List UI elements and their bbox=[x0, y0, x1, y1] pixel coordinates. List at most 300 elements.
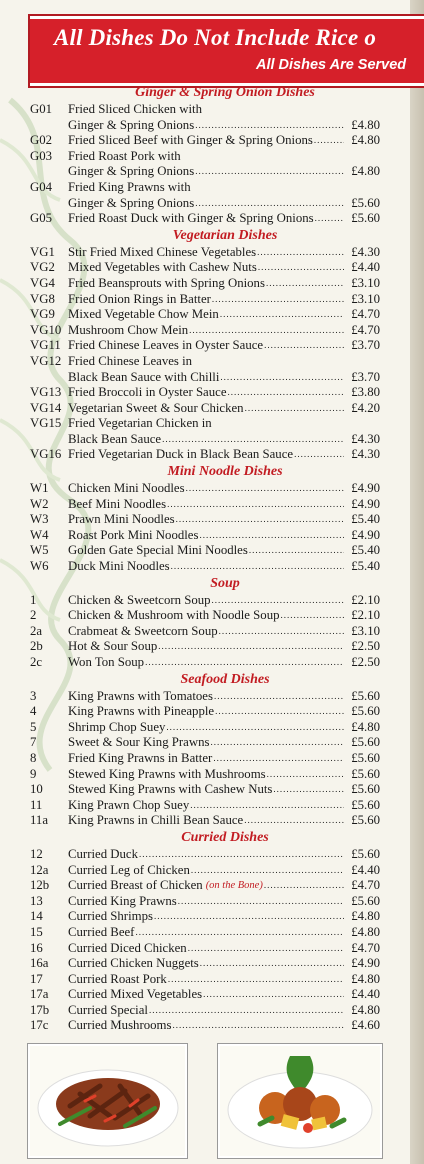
item-price: £2.50 bbox=[351, 655, 380, 669]
menu-item-row bbox=[30, 164, 380, 180]
item-code: VG9 bbox=[30, 307, 55, 322]
item-name: Duck Mini Noodles bbox=[68, 559, 170, 574]
item-price bbox=[344, 149, 380, 165]
dot-leader bbox=[280, 608, 345, 624]
dot-leader bbox=[194, 164, 344, 180]
header-banner bbox=[30, 16, 424, 86]
item-name: Curried Breast of Chicken bbox=[68, 878, 203, 893]
item-note: (on the Bone) bbox=[205, 880, 263, 892]
item-code: G04 bbox=[30, 179, 53, 194]
item-description bbox=[68, 593, 344, 609]
menu-item-row bbox=[30, 245, 380, 261]
item-code: 8 bbox=[30, 750, 37, 765]
item-code: VG8 bbox=[30, 291, 55, 306]
item-description bbox=[68, 497, 344, 513]
menu-item-row bbox=[30, 735, 380, 751]
item-price: £5.40 bbox=[351, 543, 380, 558]
item-name: Crabmeat & Sweetcorn Soup bbox=[68, 623, 218, 638]
item-name: Sweet & Sour King Prawns bbox=[68, 735, 210, 750]
item-description bbox=[68, 956, 344, 972]
item-name: Ginger & Spring Onions bbox=[68, 117, 195, 132]
menu-item-row bbox=[30, 798, 380, 814]
dot-leader bbox=[171, 1018, 344, 1034]
item-description bbox=[68, 559, 344, 575]
menu-item-row bbox=[30, 847, 380, 863]
item-name: Golden Gate Special Mini Noodles bbox=[68, 543, 248, 558]
dot-leader bbox=[218, 624, 344, 640]
item-price: £5.40 bbox=[351, 559, 380, 574]
item-name: Shrimp Chop Suey bbox=[68, 719, 166, 734]
item-description bbox=[68, 1003, 344, 1019]
item-price: £3.70 bbox=[351, 338, 380, 353]
item-code: 12 bbox=[30, 846, 43, 861]
menu-item-row bbox=[30, 878, 380, 894]
dot-leader bbox=[202, 987, 344, 1003]
item-description bbox=[68, 512, 344, 528]
item-name: Fried King Prawns with bbox=[68, 179, 191, 194]
item-code: 17b bbox=[30, 1002, 50, 1017]
menu-item-row bbox=[30, 655, 380, 671]
item-price: £4.90 bbox=[351, 956, 380, 971]
item-price: £4.70 bbox=[351, 322, 380, 337]
dot-leader bbox=[313, 133, 344, 149]
menu-item-row bbox=[30, 1018, 380, 1034]
item-price: £4.20 bbox=[351, 400, 380, 415]
item-name: Fried Sliced Chicken with bbox=[68, 102, 202, 116]
item-price: £5.60 bbox=[351, 813, 380, 828]
dot-leader bbox=[167, 972, 344, 988]
item-name: Curried Roast Pork bbox=[68, 971, 167, 986]
dot-leader bbox=[194, 196, 344, 212]
item-price: £5.60 bbox=[351, 688, 380, 703]
dot-leader bbox=[244, 401, 344, 417]
item-code: G03 bbox=[30, 148, 53, 163]
sweet-and-sour-dish-icon bbox=[220, 1046, 380, 1156]
item-description bbox=[68, 751, 344, 767]
item-name: Mixed Vegetables with Cashew Nuts bbox=[68, 260, 257, 275]
item-price: £4.80 bbox=[351, 117, 380, 132]
item-code: W4 bbox=[30, 527, 49, 542]
dot-leader bbox=[213, 689, 344, 705]
dot-leader bbox=[177, 894, 344, 910]
menu-item-row bbox=[30, 1003, 380, 1019]
item-description bbox=[68, 432, 344, 448]
item-description bbox=[68, 972, 344, 988]
menu-item-row bbox=[30, 447, 380, 463]
item-name: Black Bean Sauce with Chilli bbox=[68, 369, 220, 384]
item-name: Won Ton Soup bbox=[68, 655, 145, 669]
menu-item-row bbox=[30, 481, 380, 497]
item-name: Stewed King Prawns with Mushrooms bbox=[68, 766, 266, 781]
item-code: VG16 bbox=[30, 447, 62, 462]
item-description bbox=[68, 276, 344, 292]
item-description bbox=[68, 608, 344, 624]
item-price: £4.80 bbox=[351, 719, 380, 734]
item-code: VG13 bbox=[30, 385, 62, 400]
item-name: Fried Beansprouts with Spring Onions bbox=[68, 275, 265, 290]
item-code: W3 bbox=[30, 512, 49, 527]
dot-leader bbox=[256, 245, 344, 261]
menu-item-row bbox=[30, 987, 380, 1003]
item-code: VG15 bbox=[30, 416, 62, 431]
item-name: Ginger & Spring Onions bbox=[68, 164, 195, 179]
item-name: Prawn Mini Noodles bbox=[68, 512, 175, 527]
item-description bbox=[68, 149, 344, 165]
item-code: 7 bbox=[30, 735, 37, 750]
item-price: £5.60 bbox=[351, 211, 380, 226]
menu-item-row bbox=[30, 133, 380, 149]
dot-leader bbox=[189, 798, 344, 814]
item-description bbox=[68, 863, 344, 879]
item-description bbox=[68, 447, 344, 463]
dot-leader bbox=[148, 1003, 344, 1019]
item-price bbox=[344, 416, 380, 432]
dot-leader bbox=[212, 751, 344, 767]
item-price: £4.30 bbox=[351, 447, 380, 462]
item-code: VG10 bbox=[30, 322, 62, 337]
section-title: Ginger & Spring Onion Dishes bbox=[135, 85, 315, 100]
dot-leader bbox=[157, 639, 344, 655]
section-title: Curried Dishes bbox=[181, 829, 269, 845]
item-name: Hot & Sour Soup bbox=[68, 639, 158, 654]
item-name: Ginger & Spring Onions bbox=[68, 195, 195, 210]
menu-item-row bbox=[30, 593, 380, 609]
item-price: £5.40 bbox=[351, 512, 380, 527]
item-code: VG11 bbox=[30, 338, 61, 353]
dot-leader bbox=[170, 559, 344, 575]
item-description bbox=[68, 528, 344, 544]
menu-item-row bbox=[30, 528, 380, 544]
item-code: 5 bbox=[30, 719, 37, 734]
item-code: 12a bbox=[30, 862, 49, 877]
item-price: £4.40 bbox=[351, 862, 380, 877]
item-price: £4.60 bbox=[351, 1018, 380, 1033]
item-description bbox=[68, 385, 344, 401]
item-description bbox=[68, 782, 344, 798]
item-price: £2.50 bbox=[351, 639, 380, 654]
item-code: 11 bbox=[30, 797, 43, 812]
menu-item-row bbox=[30, 767, 380, 783]
menu-item-row bbox=[30, 543, 380, 559]
item-description bbox=[68, 1018, 344, 1034]
item-description bbox=[68, 987, 344, 1003]
item-name: Curried Leg of Chicken bbox=[68, 862, 190, 877]
item-name: King Prawns with Tomatoes bbox=[68, 688, 213, 703]
dot-leader bbox=[194, 118, 344, 134]
item-description bbox=[68, 307, 344, 323]
section-title: Soup bbox=[210, 575, 240, 591]
item-name: Chicken & Sweetcorn Soup bbox=[68, 592, 211, 607]
dot-leader bbox=[314, 211, 344, 227]
item-name: Black Bean Sauce bbox=[68, 431, 162, 446]
dot-leader bbox=[134, 925, 344, 941]
dot-leader bbox=[165, 720, 344, 736]
item-description bbox=[68, 416, 344, 432]
menu-item-row bbox=[30, 323, 380, 339]
item-price: £4.80 bbox=[351, 133, 380, 148]
item-code: 10 bbox=[30, 782, 43, 797]
dot-leader bbox=[248, 543, 344, 559]
dot-leader bbox=[263, 878, 344, 894]
item-code: 11a bbox=[30, 813, 49, 828]
menu-item-row bbox=[30, 292, 380, 308]
menu-item-row bbox=[30, 370, 380, 386]
menu-item-row bbox=[30, 416, 380, 432]
item-description bbox=[68, 689, 344, 705]
item-description bbox=[68, 292, 344, 308]
item-price: £4.30 bbox=[351, 244, 380, 259]
item-code: G05 bbox=[30, 211, 53, 226]
menu-item-row bbox=[30, 180, 380, 196]
dot-leader bbox=[153, 909, 344, 925]
item-price: £4.80 bbox=[351, 971, 380, 986]
dot-leader bbox=[227, 385, 345, 401]
dot-leader bbox=[263, 338, 344, 354]
item-price: £5.60 bbox=[351, 782, 380, 797]
item-price: £4.70 bbox=[351, 940, 380, 955]
item-code: VG1 bbox=[30, 244, 55, 259]
item-description bbox=[68, 370, 344, 386]
dot-leader bbox=[199, 956, 344, 972]
item-code: 17a bbox=[30, 987, 49, 1002]
item-price: £2.10 bbox=[351, 592, 380, 607]
section-title: Seafood Dishes bbox=[180, 671, 270, 687]
section-title: Mini Noodle Dishes bbox=[167, 464, 283, 480]
menu-item-row bbox=[30, 624, 380, 640]
menu-item-row bbox=[30, 956, 380, 972]
item-price bbox=[344, 354, 380, 370]
menu-item-row bbox=[30, 512, 380, 528]
item-code bbox=[30, 164, 68, 180]
item-description bbox=[68, 196, 344, 212]
item-name: Fried Chinese Leaves in bbox=[68, 353, 193, 368]
item-price: £4.80 bbox=[351, 909, 380, 924]
menu-item-row bbox=[30, 704, 380, 720]
item-description bbox=[68, 338, 344, 354]
item-description bbox=[68, 401, 344, 417]
item-price: £4.80 bbox=[351, 924, 380, 939]
dot-leader bbox=[211, 292, 344, 308]
item-description bbox=[68, 102, 344, 118]
item-price: £3.80 bbox=[351, 385, 380, 400]
item-description bbox=[68, 543, 344, 559]
item-name: Vegetarian Sweet & Sour Chicken bbox=[68, 400, 244, 415]
dot-leader bbox=[219, 307, 344, 323]
dot-leader bbox=[138, 847, 344, 863]
item-code: W5 bbox=[30, 543, 49, 558]
menu-item-row bbox=[30, 497, 380, 513]
item-price: £4.40 bbox=[351, 260, 380, 275]
item-description bbox=[68, 798, 344, 814]
dot-leader bbox=[211, 593, 344, 609]
item-name: Mushroom Chow Mein bbox=[68, 322, 189, 337]
item-code bbox=[30, 196, 68, 212]
item-name: Fried Vegetarian Duck in Black Bean Sauce bbox=[68, 447, 294, 462]
item-code: W6 bbox=[30, 559, 49, 574]
item-name: Fried Vegetarian Chicken in bbox=[68, 416, 212, 431]
menu-item-row bbox=[30, 432, 380, 448]
item-price: £5.60 bbox=[351, 797, 380, 812]
item-price: £5.60 bbox=[351, 735, 380, 750]
dot-leader bbox=[219, 370, 344, 386]
dot-leader bbox=[185, 481, 344, 497]
item-code: 12b bbox=[30, 878, 50, 893]
dish-photo-left bbox=[28, 1044, 187, 1158]
item-name: Fried Roast Duck with Ginger & Spring Onions bbox=[68, 211, 314, 226]
item-description bbox=[68, 164, 344, 180]
item-price: £4.70 bbox=[351, 307, 380, 322]
menu-item-row bbox=[30, 401, 380, 417]
section-title: Vegetarian Dishes bbox=[172, 227, 278, 243]
item-name: Stewed King Prawns with Cashew Nuts bbox=[68, 782, 273, 797]
item-name: Fried Roast Pork with bbox=[68, 148, 181, 163]
item-price: £5.60 bbox=[351, 195, 380, 210]
item-name: Beef Mini Noodles bbox=[68, 496, 167, 511]
menu-item-row bbox=[30, 307, 380, 323]
item-name: Curried Mushrooms bbox=[68, 1018, 172, 1033]
dish-photo-right bbox=[218, 1044, 382, 1158]
dot-leader bbox=[188, 323, 344, 339]
item-name: Curried King Prawns bbox=[68, 893, 177, 908]
item-price: £4.90 bbox=[351, 496, 380, 511]
item-description bbox=[68, 245, 344, 261]
item-price: £4.40 bbox=[351, 987, 380, 1002]
item-name: Curried Special bbox=[68, 1002, 148, 1017]
dot-leader bbox=[266, 767, 344, 783]
item-code: 3 bbox=[30, 688, 37, 703]
item-price: £4.70 bbox=[351, 878, 380, 893]
menu-item-row bbox=[30, 782, 380, 798]
menu-item-row bbox=[30, 385, 380, 401]
menu-item-row bbox=[30, 909, 380, 925]
item-code: 4 bbox=[30, 704, 37, 719]
item-code bbox=[30, 370, 68, 386]
item-code: 13 bbox=[30, 893, 43, 908]
item-name: Roast Pork Mini Noodles bbox=[68, 527, 199, 542]
menu-item-row bbox=[30, 972, 380, 988]
menu-item-row bbox=[30, 102, 380, 118]
item-description bbox=[68, 704, 344, 720]
item-description bbox=[68, 767, 344, 783]
item-description bbox=[68, 925, 344, 941]
dot-leader bbox=[209, 735, 344, 751]
item-name: Chicken Mini Noodles bbox=[68, 481, 185, 496]
menu-item-row bbox=[30, 608, 380, 624]
item-name: Curried Diced Chicken bbox=[68, 940, 187, 955]
item-code: VG14 bbox=[30, 400, 62, 415]
item-description bbox=[68, 847, 344, 863]
item-description bbox=[68, 813, 344, 829]
item-name: King Prawn Chop Suey bbox=[68, 797, 190, 812]
dot-leader bbox=[243, 813, 344, 829]
dot-leader bbox=[166, 497, 344, 513]
item-description bbox=[68, 481, 344, 497]
menu-item-row bbox=[30, 639, 380, 655]
page-edge bbox=[410, 0, 424, 1164]
dot-leader bbox=[272, 782, 344, 798]
item-code: 2a bbox=[30, 623, 43, 638]
item-code: W1 bbox=[30, 481, 49, 496]
item-price: £4.80 bbox=[351, 164, 380, 179]
stir-fry-beef-dish-icon bbox=[30, 1046, 185, 1156]
item-price: £4.30 bbox=[351, 431, 380, 446]
menu-item-row bbox=[30, 149, 380, 165]
item-code: 2b bbox=[30, 639, 43, 654]
item-price: £5.60 bbox=[351, 846, 380, 861]
dot-leader bbox=[175, 512, 344, 528]
item-name: Mixed Vegetable Chow Mein bbox=[68, 307, 219, 322]
item-name: Curried Mixed Vegetables bbox=[68, 987, 203, 1002]
item-code: 2 bbox=[30, 608, 37, 623]
menu-item-row bbox=[30, 196, 380, 212]
item-description bbox=[68, 720, 344, 736]
item-price: £5.60 bbox=[351, 704, 380, 719]
menu-item-row bbox=[30, 720, 380, 736]
item-price: £3.10 bbox=[351, 291, 380, 306]
menu-item-row bbox=[30, 751, 380, 767]
item-description bbox=[68, 878, 344, 894]
dot-leader bbox=[214, 704, 344, 720]
item-description bbox=[68, 639, 344, 655]
banner-subtitle: All Dishes Are Served bbox=[256, 57, 407, 73]
item-name: Fried Broccoli in Oyster Sauce bbox=[68, 385, 227, 400]
menu-item-row bbox=[30, 260, 380, 276]
item-description bbox=[68, 354, 344, 370]
item-code bbox=[30, 118, 68, 134]
menu-item-row bbox=[30, 118, 380, 134]
item-price: £4.90 bbox=[351, 527, 380, 542]
item-name: Stir Fried Mixed Chinese Vegetables bbox=[68, 244, 257, 259]
item-code: G01 bbox=[30, 102, 53, 116]
item-description bbox=[68, 323, 344, 339]
item-name: Curried Chicken Nuggets bbox=[68, 956, 199, 971]
item-price bbox=[344, 180, 380, 196]
dot-leader bbox=[265, 276, 344, 292]
item-name: Curried Beef bbox=[68, 924, 135, 939]
item-code: W2 bbox=[30, 496, 49, 511]
item-description bbox=[68, 655, 344, 671]
menu-item-row bbox=[30, 338, 380, 354]
menu-item-row bbox=[30, 211, 380, 227]
item-description bbox=[68, 894, 344, 910]
item-price: £3.10 bbox=[351, 275, 380, 290]
menu-item-row bbox=[30, 813, 380, 829]
item-price: £5.60 bbox=[351, 766, 380, 781]
item-code: 14 bbox=[30, 909, 43, 924]
dot-leader bbox=[144, 655, 344, 671]
menu-item-row bbox=[30, 894, 380, 910]
dot-leader bbox=[198, 528, 344, 544]
item-code: 1 bbox=[30, 592, 37, 607]
menu-item-row bbox=[30, 863, 380, 879]
menu-item-row bbox=[30, 925, 380, 941]
item-code: VG12 bbox=[30, 353, 62, 368]
item-description bbox=[68, 260, 344, 276]
item-code: 17c bbox=[30, 1018, 49, 1033]
item-price: £5.60 bbox=[351, 893, 380, 908]
menu-list bbox=[30, 84, 380, 1034]
item-price bbox=[344, 102, 380, 118]
item-name: Curried Shrimps bbox=[68, 909, 153, 924]
item-code: VG4 bbox=[30, 275, 55, 290]
item-code: VG2 bbox=[30, 260, 55, 275]
item-description bbox=[68, 941, 344, 957]
menu-item-row bbox=[30, 941, 380, 957]
item-price: £4.90 bbox=[351, 481, 380, 496]
item-name: Fried Sliced Beef with Ginger & Spring Onions bbox=[68, 133, 313, 148]
dot-leader bbox=[257, 260, 344, 276]
item-description bbox=[68, 133, 344, 149]
